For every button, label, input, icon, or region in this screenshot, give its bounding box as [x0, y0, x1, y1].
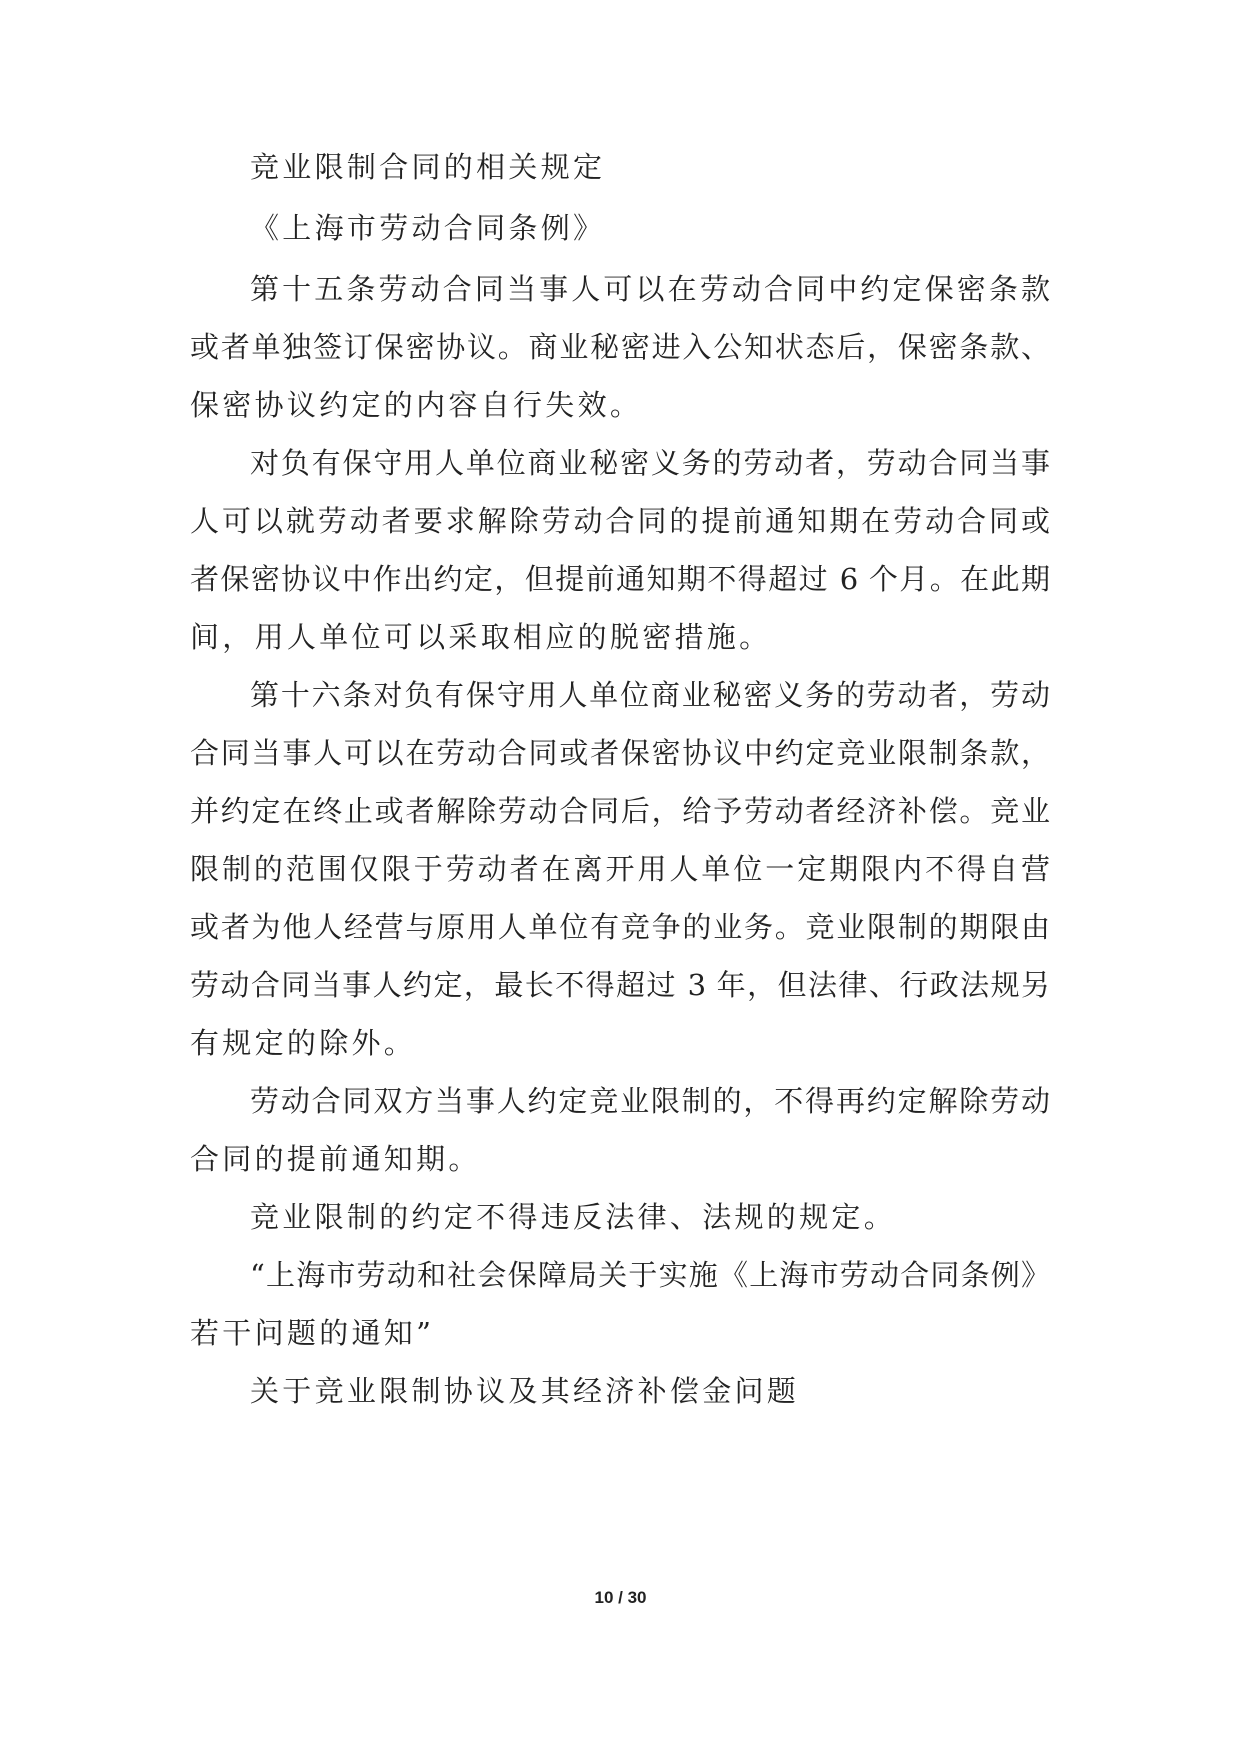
paragraph-line: 第十五条劳动合同当事人可以在劳动合同中约定保密条款 — [250, 272, 1050, 306]
paragraph-line: 竞业限制的约定不得违反法律、法规的规定。 — [250, 1200, 897, 1234]
paragraph-line: 或者单独签订保密协议。商业秘密进入公知状态后，保密条款、 — [190, 330, 1050, 364]
paragraph-line: 人可以就劳动者要求解除劳动合同的提前通知期在劳动合同或 — [190, 504, 1050, 538]
law-title-line: 《上海市劳动合同条例》 — [250, 211, 606, 245]
paragraph-line: 合同当事人可以在劳动合同或者保密协议中约定竞业限制条款， — [190, 736, 1050, 770]
paragraph-line: 第十六条对负有保守用人单位商业秘密义务的劳动者，劳动 — [250, 678, 1050, 712]
paragraph-line: 或者为他人经营与原用人单位有竞争的业务。竞业限制的期限由 — [190, 910, 1050, 944]
paragraph-line: 有规定的除外。 — [190, 1026, 417, 1060]
paragraph-line: 劳动合同当事人约定，最长不得超过 3 年，但法律、行政法规另 — [190, 968, 1050, 1002]
paragraph-line: 劳动合同双方当事人约定竞业限制的，不得再约定解除劳动 — [250, 1084, 1050, 1118]
paragraph-line: 者保密协议中作出约定，但提前通知期不得超过 6 个月。在此期 — [190, 562, 1050, 596]
paragraph-line: 保密协议约定的内容自行失效。 — [190, 388, 643, 422]
paragraph-line: 限制的范围仅限于劳动者在离开用人单位一定期限内不得自营 — [190, 852, 1050, 886]
paragraph-line: “上海市劳动和社会保障局关于实施《上海市劳动合同条例》 — [250, 1258, 1050, 1292]
paragraph-line: 合同的提前通知期。 — [190, 1142, 481, 1176]
paragraph-line: 并约定在终止或者解除劳动合同后，给予劳动者经济补偿。竞业 — [190, 794, 1050, 828]
paragraph-line: 对负有保守用人单位商业秘密义务的劳动者，劳动合同当事 — [250, 446, 1050, 480]
page-number: 10 / 30 — [594, 1588, 647, 1607]
paragraph-line: 间，用人单位可以采取相应的脱密措施。 — [190, 620, 772, 654]
section-heading-line: 关于竞业限制协议及其经济补偿金问题 — [250, 1374, 800, 1408]
heading-line: 竞业限制合同的相关规定 — [250, 150, 606, 184]
paragraph-line: 若干问题的通知” — [190, 1316, 435, 1350]
